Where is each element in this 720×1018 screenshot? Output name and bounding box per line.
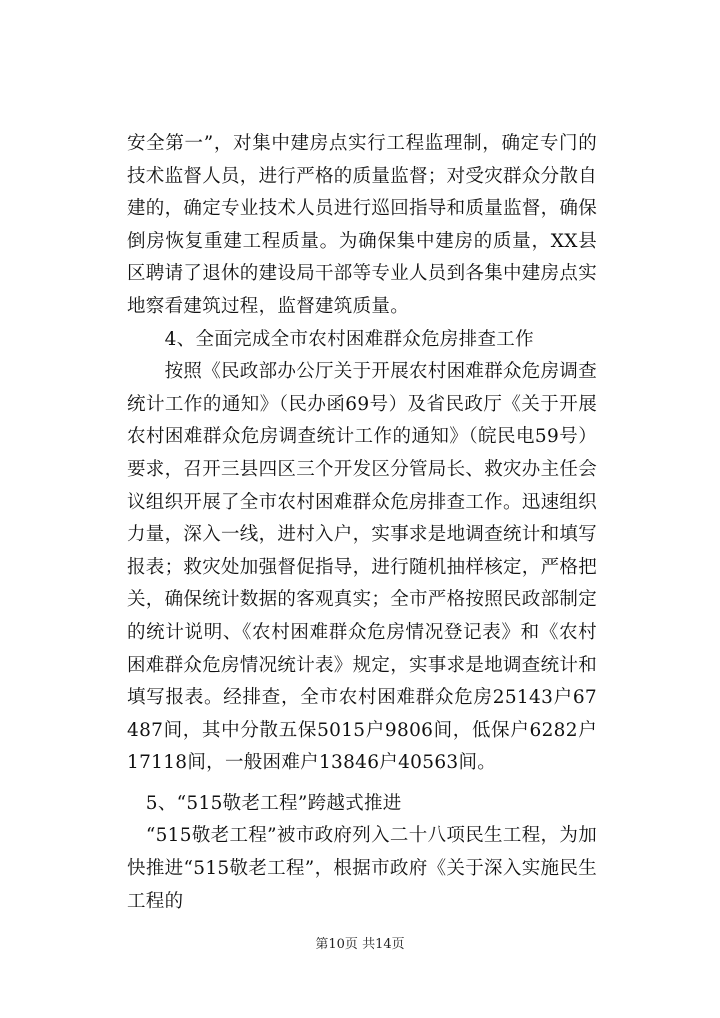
page-number-footer: 第10页 共14页: [315, 937, 405, 952]
paragraph-dangerous-housing-survey: 按照《民政部办公厅关于开展农村困难群众危房调查统计工作的通知》（民办函69号）及省民政厅《关于开展农村困难群众危房调查统计工作的通知》（皖民电59号）要求，召开三县四区三个开发区分管局长、救灾办主任会议组织开展了全市农村困难群众危房排查工作。迅速组织力量，深入一线，进村入户，实事求是地调查统计和填写报表；救灾处加强督促指导，进行随机抽样核定，严格把关，确保统计数据的客观真实；全市严格按照民政部制定的统计说明、《农村困难群众危房情况登记表》和《农村困难群众危房情况统计表》规定，实事求是地调查统计和填写报表。经排查，全市农村困难群众危房25143户67487间，其中分散五保5015户9806间，低保户6282户17118间，一般困难户13846户40563间。: [127, 361, 598, 774]
section-heading-5: 5、“515敬老工程”跨越式推进: [127, 792, 402, 814]
section-heading-4: 4、全面完成全市农村困难群众危房排查工作: [127, 328, 534, 350]
document-body: [127, 128, 597, 918]
paragraph-quality-supervision: 安全第一”，对集中建房点实行工程监理制，确定专门的技术监督人员，进行严格的质量监督；对受灾群众分散自建的，确定专业技术人员进行巡回指导和质量监督，确保倒房恢复重建工程质量。为确保集中建房的质量，XX县区聘请了退休的建设局干部等专业人员到各集中建房点实地察看建筑过程，监督建筑质量。: [127, 133, 598, 317]
paragraph-elderly-care-project: “515敬老工程”被市政府列入二十八项民生工程，为加快推进“515敬老工程”，根据市政府《关于深入实施民生工程的: [127, 825, 597, 912]
